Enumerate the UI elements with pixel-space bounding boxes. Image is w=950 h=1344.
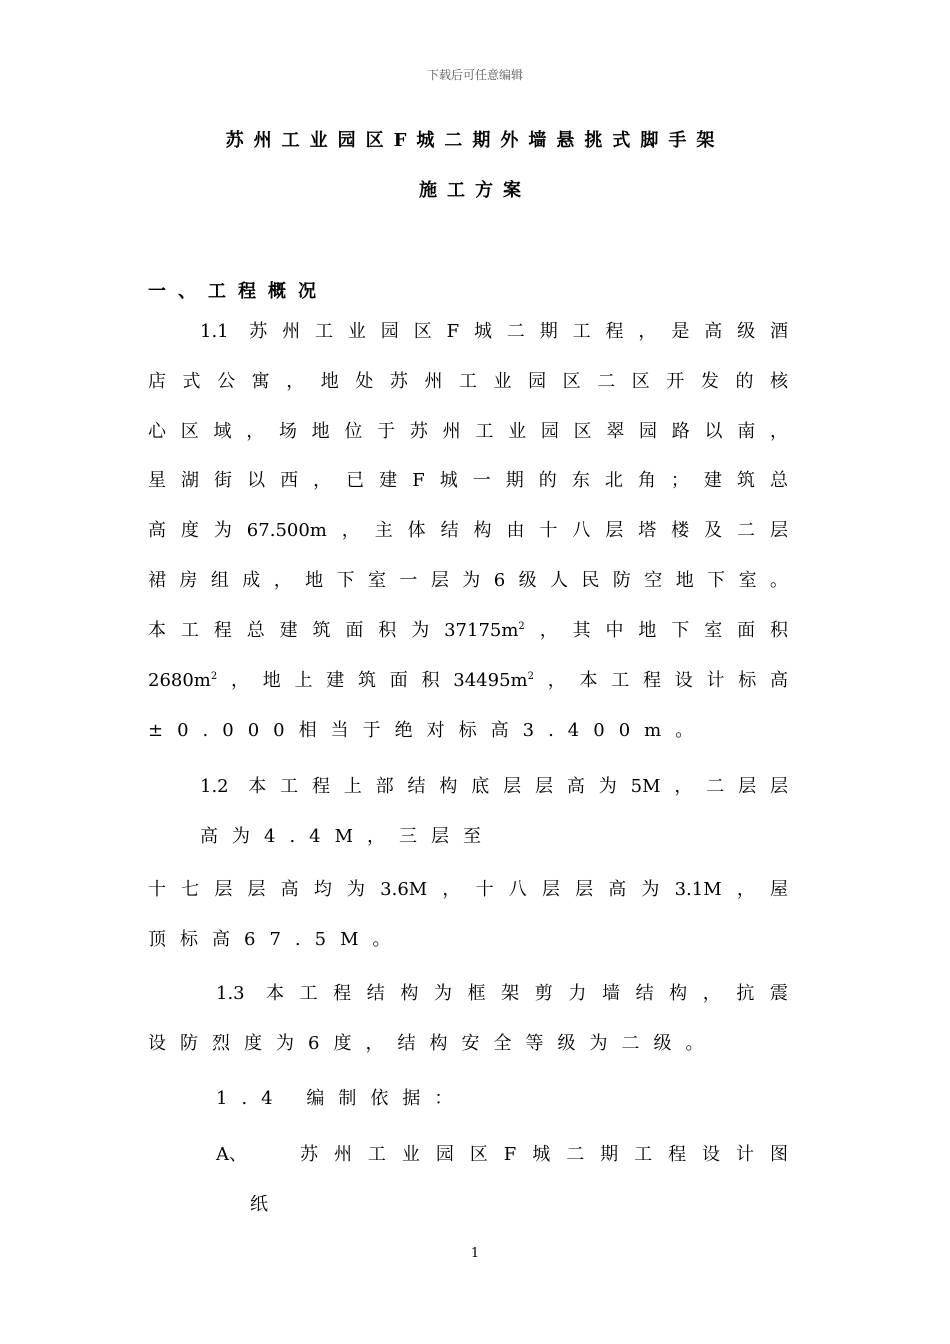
section-heading: 一、工程概况 [148,281,328,302]
para-line: 高为4.4M，三层至 [200,826,496,847]
superscript: 2 [210,671,218,682]
list-item-label: A、 [216,1144,247,1165]
doc-title-line2: 施工方案 [419,180,531,201]
para-line [148,666,788,692]
area-text: ，其中地下室面积 [524,620,788,641]
para-line: 顶标高67.5M。 [148,929,405,950]
list-item-text: 苏州工业园区F城二期工程设计图 [300,1144,788,1165]
list-item-text: 纸 [250,1194,282,1215]
area-text: 本工程总建筑面积为37175m [148,620,519,641]
para-line: ±0.000相当于绝对标高3.400m。 [148,720,708,741]
area-text: 2680m [148,670,211,691]
superscript: 2 [518,621,525,632]
para-line: 星湖街以西，已建F城一期的东北角；建筑总 [148,470,788,491]
para-line: 裙房组成，地下室一层为6级人民防空地下室。 [148,570,788,591]
area-text: ，地上建筑面积34495m [217,670,528,691]
para-line: 高度为67.500m，主体结构由十八层塔楼及二层 [148,520,788,541]
para-line: 1.4 编制依据： [216,1088,467,1109]
para-line: 心区域，场地位于苏州工业园区翠园路以南， [148,421,788,442]
doc-title-line1: 苏州工业园区F城二期外墙悬挑式脚手架 [225,130,725,151]
superscript: 2 [527,671,534,682]
para-line: 1.1 苏州工业园区F城二期工程，是高级酒 [200,321,788,342]
para-line: 十七层层高均为3.6M，十八层层高为3.1M，屋 [148,879,788,900]
para-line [148,616,788,642]
para-line: 设防烈度为6度，结构安全等级为二级。 [148,1033,718,1054]
header-note: 下载后可任意编辑 [426,68,523,82]
para-line: 店式公寓，地处苏州工业园区二区开发的核 [148,371,788,392]
para-line: 1.2 本工程上部结构底层层高为5M，二层层 [200,776,788,797]
area-text: ，本工程设计标高 [533,670,788,691]
para-line: 1.3 本工程结构为框架剪力墙结构，抗震 [216,983,788,1004]
page-number: 1 [470,1246,480,1261]
